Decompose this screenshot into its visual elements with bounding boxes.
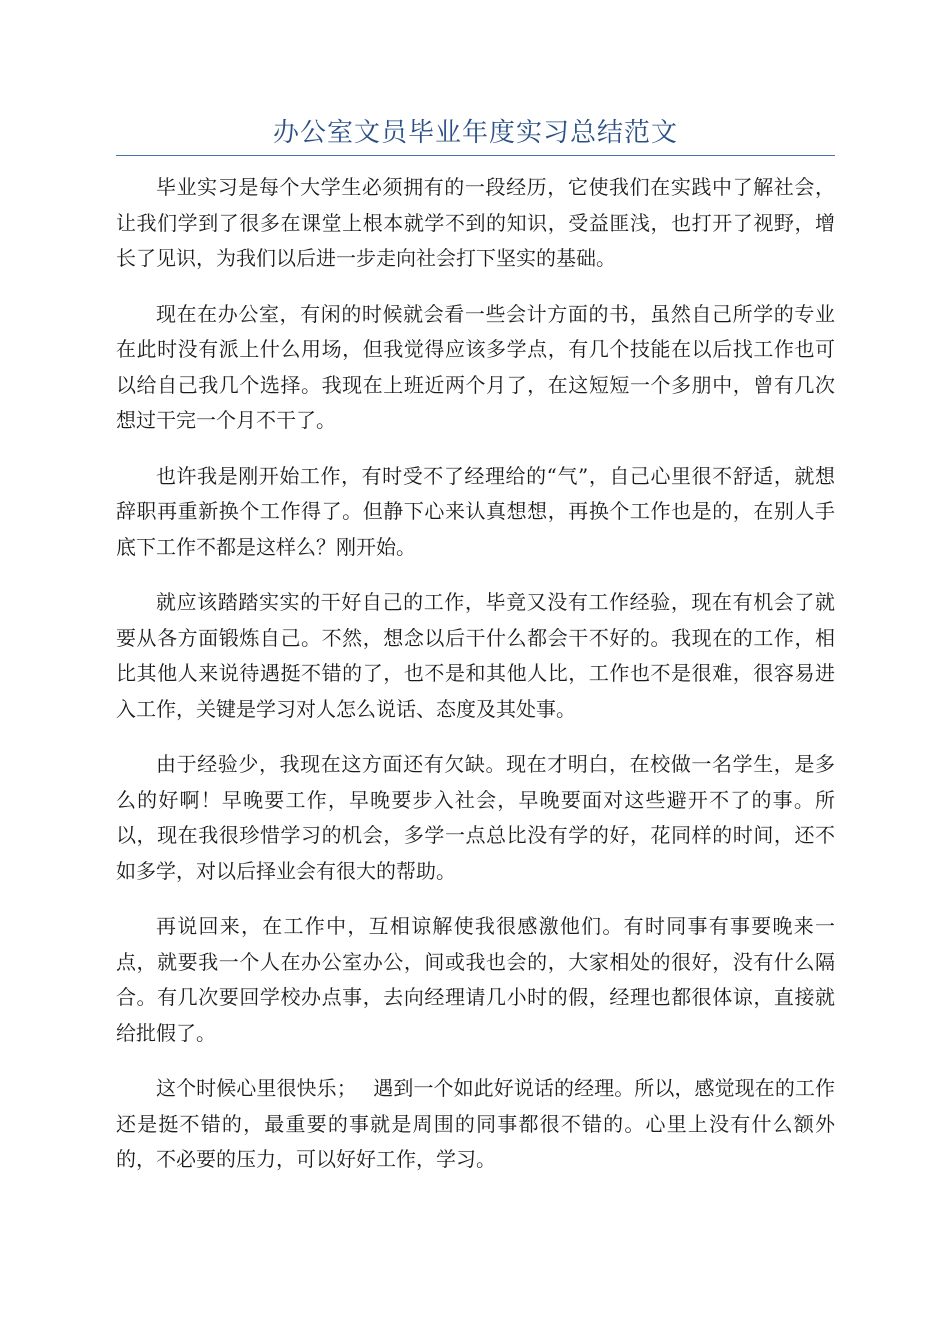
paragraph-1: 毕业实习是每个大学生必须拥有的一段经历，它使我们在实践中了解社会，让我们学到了很多在课堂上根本就学不到的知识，受益匪浅，也打开了视野，增长了见识，为我们以后进一步走向社会打下坚实的基础。	[116, 175, 835, 270]
paragraph-2: 现在在办公室，有闲的时候就会看一些会计方面的书，虽然自己所学的专业在此时没有派上什么用场，但我觉得应该多学点，有几个技能在以后找工作也可以给自己我几个选择。我现在上班近两个月了，在这短短一个多朋中，曾有几次想过干完一个月不干了。	[116, 301, 835, 432]
paragraph-7: 这个时候心里很快乐； 遇到一个如此好说话的经理。所以，感觉现在的工作还是挺不错的，最重要的事就是周围的同事都很不错的。心里上没有什么额外的，不必要的压力，可以好好工作，学习。	[116, 1076, 835, 1171]
document-title: 办公室文员毕业年度实习总结范文	[272, 118, 678, 148]
paragraph-5: 由于经验少，我现在这方面还有欠缺。现在才明白，在校做一名学生，是多么的好啊！早晚要工作，早晚要步入社会，早晚要面对这些避开不了的事。所以，现在我很珍惜学习的机会，多学一点总比没有学的好，花同样的时间，还不如多学，对以后择业会有很大的帮助。	[116, 752, 835, 883]
document-body	[116, 170, 835, 1198]
paragraph-3: 也许我是刚开始工作，有时受不了经理给的“气”，自己心里很不舒适，就想辞职再重新换个工作得了。但静下心来认真想想，再换个工作也是的，在别人手底下工作不都是这样么？刚开始。	[116, 463, 835, 559]
title-underline	[116, 155, 835, 156]
paragraph-6: 再说回来，在工作中，互相谅解使我很感激他们。有时同事有事要晚来一点，就要我一个人在办公室办公，间或我也会的，大家相处的很好，没有什么隔合。有几次要回学校办点事，去向经理请几小时的假，经理也都很体谅，直接就给批假了。	[116, 914, 835, 1045]
paragraph-4: 就应该踏踏实实的干好自己的工作，毕竟又没有工作经验，现在有机会了就要从各方面锻炼自己。不然，想念以后干什么都会干不好的。我现在的工作，相比其他人来说待遇挺不错的了，也不是和其他人比，工作也不是很难，很容易进入工作，关键是学习对人怎么说话、态度及其处事。	[116, 590, 835, 721]
